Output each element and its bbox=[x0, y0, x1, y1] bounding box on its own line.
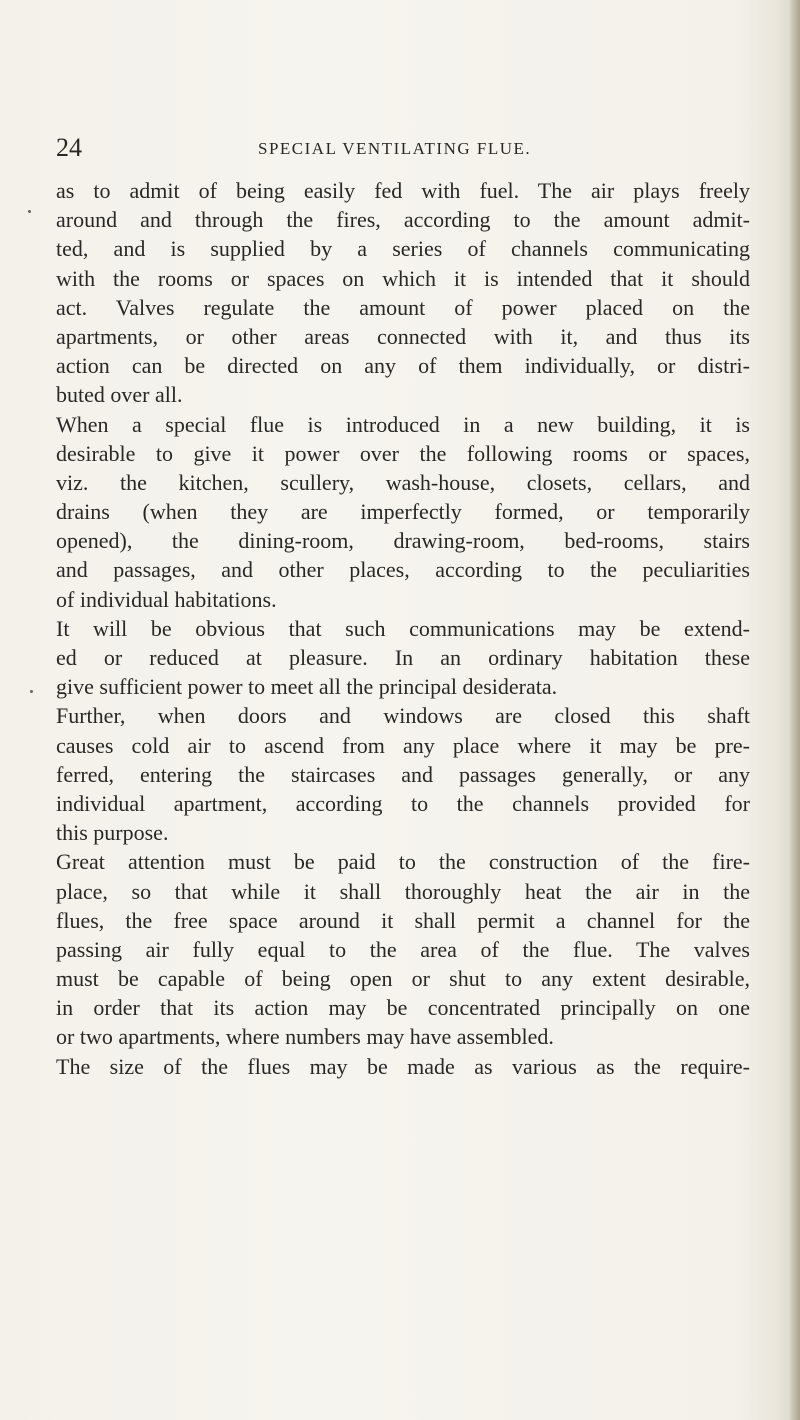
text-line: ed or reduced at pleasure. In an ordinary habitation these bbox=[56, 645, 750, 670]
body-text bbox=[56, 176, 750, 1081]
text-line: with the rooms or spaces on which it is intended that it should bbox=[56, 265, 750, 291]
text-line: place, so that while it shall thoroughly heat the air in the bbox=[56, 878, 750, 904]
text-line: Great attention must be paid to the construction of the fire- bbox=[56, 849, 750, 875]
text-line: of individual habitations. bbox=[56, 586, 277, 612]
text-line: around and through the fires, according to the amount admit- bbox=[56, 207, 750, 233]
text-line: ted, and is supplied by a series of channels communicating bbox=[56, 236, 750, 262]
running-head: SPECIAL VENTILATING FLUE. bbox=[258, 139, 532, 158]
text-line: act. Valves regulate the amount of power placed on the bbox=[56, 294, 750, 320]
text-line: drains (when they are imperfectly formed, or temporarily bbox=[56, 499, 750, 525]
text-line: ferred, entering the staircases and passages generally, or any bbox=[56, 761, 750, 787]
text-line: When a special flue is introduced in a new building, it is bbox=[56, 411, 750, 437]
text-line: flues, the free space around it shall permit a channel for the bbox=[56, 907, 750, 933]
text-line: and passages, and other places, according to the peculiarities bbox=[56, 557, 750, 583]
text-line: this purpose. bbox=[56, 820, 169, 846]
text-line: buted over all. bbox=[56, 382, 183, 408]
text-line: desirable to give it power over the following rooms or spaces, bbox=[56, 440, 750, 466]
text-line: viz. the kitchen, scullery, wash-house, closets, cellars, and bbox=[56, 469, 750, 495]
paragraph bbox=[56, 614, 750, 702]
text-line: or two apartments, where numbers may have assembled. bbox=[56, 1024, 554, 1050]
text-line: causes cold air to ascend from any place where it may be pre- bbox=[56, 732, 750, 758]
paragraph bbox=[56, 176, 750, 410]
text-line: It will be obvious that such communications may be extend- bbox=[56, 615, 750, 641]
paper-speck bbox=[28, 210, 31, 213]
text-line: action can be directed on any of them individually, or distri- bbox=[56, 353, 750, 379]
paragraph bbox=[56, 410, 750, 614]
text-line: must be capable of being open or shut to any extent desirable, bbox=[56, 966, 750, 992]
text-line: as to admit of being easily fed with fuel. The air plays freely bbox=[56, 178, 750, 203]
text-line: opened), the dining-room, drawing-room, bed-rooms, stairs bbox=[56, 528, 750, 554]
text-line: individual apartment, according to the channels provided for bbox=[56, 790, 750, 816]
text-line: The size of the flues may be made as various as the require- bbox=[56, 1053, 750, 1079]
paragraph bbox=[56, 847, 750, 1051]
text-line: passing air fully equal to the area of the flue. The valves bbox=[56, 936, 750, 962]
text-line: apartments, or other areas connected with it, and thus its bbox=[56, 323, 750, 349]
text-line: Further, when doors and windows are closed this shaft bbox=[56, 703, 750, 729]
page-number: 24 bbox=[56, 133, 82, 162]
text-line: in order that its action may be concentrated principally on one bbox=[56, 995, 750, 1021]
paragraph bbox=[56, 701, 750, 847]
paper-speck bbox=[30, 690, 33, 693]
page-header bbox=[56, 130, 756, 166]
text-line: give sufficient power to meet all the principal desiderata. bbox=[56, 674, 558, 700]
paragraph bbox=[56, 1052, 750, 1081]
page-edge-shadow bbox=[790, 0, 800, 1420]
